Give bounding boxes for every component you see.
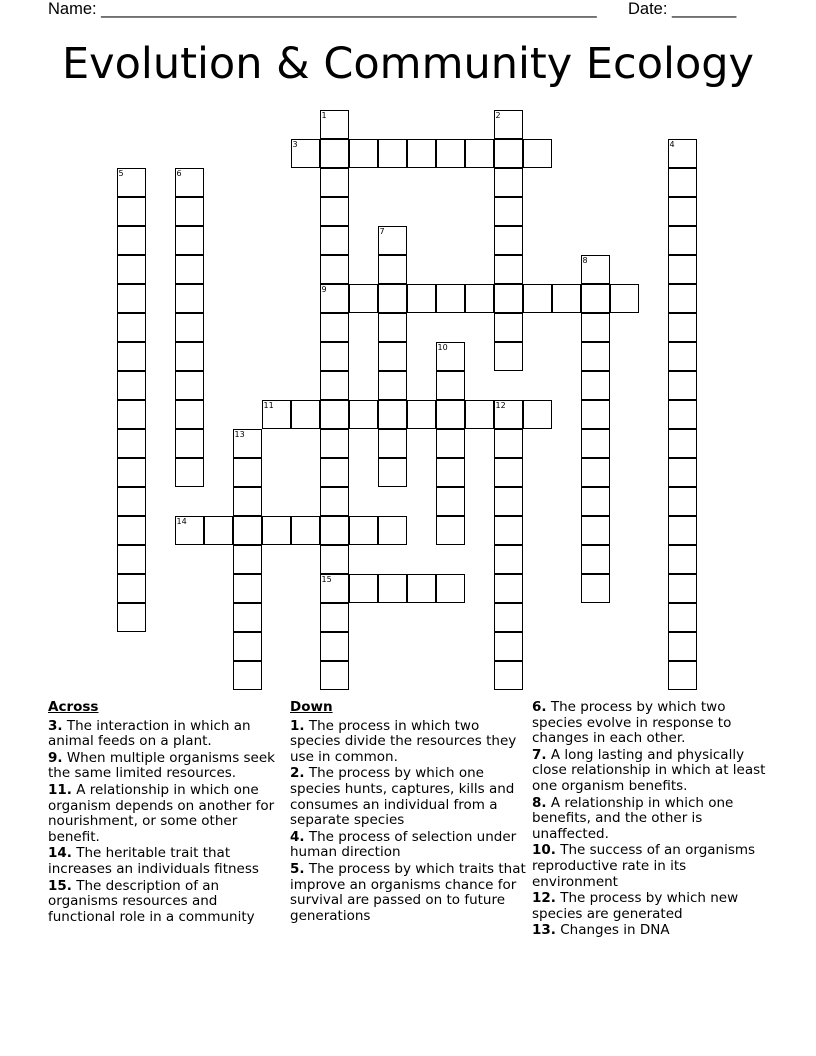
- clue-number: 5: [118, 168, 124, 178]
- grid-cell[interactable]: [465, 284, 494, 313]
- grid-cell[interactable]: [436, 139, 465, 168]
- grid-cell[interactable]: [378, 342, 407, 371]
- grid-cell[interactable]: [320, 313, 349, 342]
- grid-cell[interactable]: [378, 371, 407, 400]
- grid-cell[interactable]: [233, 545, 262, 574]
- grid-cell[interactable]: [233, 487, 262, 516]
- grid-cell[interactable]: [494, 661, 523, 690]
- grid-cell[interactable]: [320, 342, 349, 371]
- grid-cell[interactable]: [233, 516, 262, 545]
- grid-cell[interactable]: [581, 429, 610, 458]
- grid-cell[interactable]: [175, 371, 204, 400]
- grid-cell[interactable]: [378, 226, 407, 255]
- down-heading: Down: [290, 699, 333, 715]
- grid-cell[interactable]: [407, 574, 436, 603]
- grid-cell[interactable]: [494, 313, 523, 342]
- clue-item: [532, 923, 772, 939]
- grid-cell[interactable]: [668, 371, 697, 400]
- grid-cell[interactable]: [320, 429, 349, 458]
- grid-cell[interactable]: [581, 313, 610, 342]
- grid-cell[interactable]: [494, 284, 523, 313]
- clue-number: 7.: [532, 746, 547, 763]
- grid-cell[interactable]: [668, 632, 697, 661]
- grid-cell[interactable]: [668, 342, 697, 371]
- grid-cell[interactable]: [320, 284, 349, 313]
- clue-text: A relationship in which one benefits, and the other is unaffected.: [532, 794, 734, 842]
- grid-cell[interactable]: [523, 400, 552, 429]
- grid-cell[interactable]: [581, 284, 610, 313]
- clue-number: 8: [582, 255, 588, 265]
- across-heading: Across: [48, 699, 99, 715]
- grid-cell[interactable]: [233, 661, 262, 690]
- grid-cell[interactable]: [552, 284, 581, 313]
- grid-cell[interactable]: [668, 284, 697, 313]
- grid-cell[interactable]: [668, 545, 697, 574]
- clue-number: 3: [292, 139, 298, 149]
- grid-cell[interactable]: [436, 342, 465, 371]
- grid-cell[interactable]: [668, 574, 697, 603]
- clue-text: The process in which two species divide the resources they use in common.: [290, 717, 517, 765]
- grid-cell[interactable]: [175, 168, 204, 197]
- grid-cell[interactable]: [581, 255, 610, 284]
- page-title: Evolution & Community Ecology: [61, 39, 754, 89]
- grid-cell[interactable]: [117, 284, 146, 313]
- grid-cell[interactable]: [668, 661, 697, 690]
- grid-cell[interactable]: [378, 458, 407, 487]
- clue-number: 11: [263, 400, 274, 410]
- clue-number: 13.: [532, 922, 556, 939]
- clue-number: 6: [176, 168, 182, 178]
- grid-cell[interactable]: [320, 603, 349, 632]
- grid-cell[interactable]: [436, 371, 465, 400]
- grid-cell[interactable]: [494, 487, 523, 516]
- grid-cell[interactable]: [320, 516, 349, 545]
- grid-cell[interactable]: [523, 284, 552, 313]
- grid-cell[interactable]: [320, 458, 349, 487]
- clue-number: 13: [234, 429, 245, 439]
- grid-cell[interactable]: [291, 400, 320, 429]
- clue-number: 9: [321, 284, 327, 294]
- grid-cell[interactable]: [349, 284, 378, 313]
- grid-cell[interactable]: [233, 574, 262, 603]
- grid-cell[interactable]: [291, 516, 320, 545]
- clue-number: 14.: [48, 845, 72, 862]
- clue-number: 9.: [48, 749, 63, 766]
- grid-cell[interactable]: [320, 545, 349, 574]
- clue-number: 1: [321, 110, 327, 120]
- grid-cell[interactable]: [668, 197, 697, 226]
- clue-number: 2.: [290, 765, 305, 782]
- grid-cell[interactable]: [175, 458, 204, 487]
- clue-item: [532, 796, 772, 843]
- grid-cell[interactable]: [465, 400, 494, 429]
- grid-cell[interactable]: [378, 284, 407, 313]
- grid-cell[interactable]: [494, 197, 523, 226]
- grid-cell[interactable]: [668, 139, 697, 168]
- grid-cell[interactable]: [494, 168, 523, 197]
- grid-cell[interactable]: [436, 516, 465, 545]
- grid-cell[interactable]: [117, 197, 146, 226]
- clue-number: 15.: [48, 877, 72, 894]
- grid-cell[interactable]: [581, 371, 610, 400]
- clue-number: 11.: [48, 781, 72, 798]
- grid-cell[interactable]: [233, 458, 262, 487]
- clue-number: 12.: [532, 890, 556, 907]
- date-field-label[interactable]: Date: _______: [628, 0, 737, 18]
- grid-cell[interactable]: [668, 603, 697, 632]
- grid-cell[interactable]: [117, 313, 146, 342]
- grid-cell[interactable]: [581, 516, 610, 545]
- grid-cell[interactable]: [581, 458, 610, 487]
- grid-cell[interactable]: [494, 110, 523, 139]
- grid-cell[interactable]: [668, 226, 697, 255]
- grid-cell[interactable]: [494, 516, 523, 545]
- clue-number: 14: [176, 516, 187, 526]
- grid-cell[interactable]: [581, 487, 610, 516]
- grid-cell[interactable]: [175, 284, 204, 313]
- grid-cell[interactable]: [668, 516, 697, 545]
- grid-cell[interactable]: [320, 139, 349, 168]
- clue-text: The heritable trait that increases an individuals fitness: [48, 845, 259, 877]
- down-clues: [290, 700, 526, 925]
- clue-number: 10: [437, 342, 448, 352]
- grid-cell[interactable]: [175, 313, 204, 342]
- clue-text: When multiple organisms seek the same limited resources.: [48, 749, 275, 782]
- grid-cell[interactable]: [175, 226, 204, 255]
- grid-cell[interactable]: [436, 400, 465, 429]
- grid-cell[interactable]: [494, 400, 523, 429]
- grid-cell[interactable]: [233, 603, 262, 632]
- clue-item: [290, 830, 526, 861]
- grid-cell[interactable]: [378, 313, 407, 342]
- name-field-label[interactable]: Name: ______________________________________________________: [48, 0, 597, 18]
- grid-cell[interactable]: [494, 545, 523, 574]
- clue-number: 4: [669, 139, 675, 149]
- clue-text: A long lasting and physically close relationship in which at least one organism benefits.: [532, 746, 766, 794]
- grid-cell[interactable]: [291, 139, 320, 168]
- grid-cell[interactable]: [349, 516, 378, 545]
- grid-cell[interactable]: [668, 168, 697, 197]
- clue-item: [290, 766, 526, 828]
- grid-cell[interactable]: [320, 255, 349, 284]
- grid-cell[interactable]: [581, 400, 610, 429]
- grid-cell[interactable]: [610, 284, 639, 313]
- grid-cell[interactable]: [349, 139, 378, 168]
- grid-cell[interactable]: [175, 197, 204, 226]
- grid-cell[interactable]: [175, 429, 204, 458]
- clue-item: [290, 862, 526, 924]
- clue-number: 3.: [48, 717, 63, 734]
- clue-number: 15: [321, 574, 332, 584]
- clue-number: 6.: [532, 699, 547, 715]
- grid-cell[interactable]: [117, 255, 146, 284]
- grid-cell[interactable]: [233, 429, 262, 458]
- grid-cell[interactable]: [494, 603, 523, 632]
- clue-text: The description of an organisms resources and functional role in a community: [48, 877, 255, 925]
- grid-cell[interactable]: [320, 632, 349, 661]
- grid-cell[interactable]: [378, 516, 407, 545]
- grid-cell[interactable]: [320, 168, 349, 197]
- grid-cell[interactable]: [233, 632, 262, 661]
- clue-number: 8.: [532, 794, 547, 811]
- clue-text: The process by which traits that improve an organisms chance for survival are passed on to future generations: [290, 860, 526, 924]
- grid-cell[interactable]: [581, 545, 610, 574]
- grid-cell[interactable]: [117, 516, 146, 545]
- grid-cell[interactable]: [436, 487, 465, 516]
- clue-text: The process by which two species evolve in response to changes in each other.: [532, 699, 732, 747]
- clue-number: 4.: [290, 828, 305, 845]
- clue-text: Changes in DNA: [555, 922, 670, 939]
- grid-cell[interactable]: [494, 226, 523, 255]
- clue-item: [532, 748, 772, 795]
- clue-item: [532, 700, 772, 747]
- grid-cell[interactable]: [494, 632, 523, 661]
- grid-cell[interactable]: [378, 574, 407, 603]
- clue-item: [532, 891, 772, 922]
- grid-cell[interactable]: [436, 284, 465, 313]
- grid-cell[interactable]: [117, 226, 146, 255]
- grid-cell[interactable]: [668, 400, 697, 429]
- grid-cell[interactable]: [668, 458, 697, 487]
- grid-cell[interactable]: [175, 255, 204, 284]
- clue-text: The process by which new species are generated: [532, 890, 739, 922]
- grid-cell[interactable]: [378, 429, 407, 458]
- grid-cell[interactable]: [117, 400, 146, 429]
- grid-cell[interactable]: [523, 139, 552, 168]
- grid-cell[interactable]: [117, 342, 146, 371]
- grid-cell[interactable]: [494, 429, 523, 458]
- grid-cell[interactable]: [320, 400, 349, 429]
- clue-item: [48, 783, 280, 845]
- grid-cell[interactable]: [436, 574, 465, 603]
- grid-cell[interactable]: [668, 487, 697, 516]
- grid-cell[interactable]: [581, 342, 610, 371]
- grid-cell[interactable]: [494, 342, 523, 371]
- grid-cell[interactable]: [378, 139, 407, 168]
- grid-cell[interactable]: [494, 458, 523, 487]
- grid-cell[interactable]: [465, 139, 494, 168]
- clue-number: 1.: [290, 717, 305, 734]
- grid-cell[interactable]: [320, 197, 349, 226]
- grid-cell[interactable]: [175, 516, 204, 545]
- grid-cell[interactable]: [668, 429, 697, 458]
- grid-cell[interactable]: [117, 429, 146, 458]
- grid-cell[interactable]: [320, 661, 349, 690]
- clue-number: 12: [495, 400, 506, 410]
- grid-cell[interactable]: [668, 255, 697, 284]
- clue-item: [48, 751, 280, 782]
- grid-cell[interactable]: [407, 400, 436, 429]
- grid-cell[interactable]: [320, 110, 349, 139]
- grid-cell[interactable]: [117, 371, 146, 400]
- clue-text: The interaction in which an animal feeds on a plant.: [48, 717, 251, 750]
- grid-cell[interactable]: [436, 429, 465, 458]
- grid-cell[interactable]: [378, 255, 407, 284]
- grid-cell[interactable]: [117, 487, 146, 516]
- grid-cell[interactable]: [494, 574, 523, 603]
- clue-text: The process by which one species hunts, captures, kills and consumes an individual from a separate species: [290, 765, 515, 829]
- grid-cell[interactable]: [320, 226, 349, 255]
- grid-cell[interactable]: [320, 487, 349, 516]
- clue-number: 10.: [532, 842, 556, 859]
- grid-cell[interactable]: [349, 400, 378, 429]
- clue-text: The success of an organisms reproductive rate in its environment: [532, 842, 756, 890]
- grid-cell[interactable]: [117, 574, 146, 603]
- grid-cell[interactable]: [117, 168, 146, 197]
- clue-text: A relationship in which one organism depends on another for nourishment, or some other benefit.: [48, 781, 275, 845]
- clue-number: 2: [495, 110, 501, 120]
- clue-item: [290, 719, 526, 766]
- down-clues-continued: [532, 700, 772, 940]
- clue-item: [48, 719, 280, 750]
- grid-cell[interactable]: [262, 400, 291, 429]
- grid-cell[interactable]: [668, 313, 697, 342]
- clue-number: 7: [379, 226, 385, 236]
- grid-cell[interactable]: [204, 516, 233, 545]
- grid-cell[interactable]: [407, 139, 436, 168]
- grid-cell[interactable]: [320, 574, 349, 603]
- grid-cell[interactable]: [117, 545, 146, 574]
- grid-cell[interactable]: [175, 400, 204, 429]
- grid-cell[interactable]: [436, 458, 465, 487]
- grid-cell[interactable]: [117, 458, 146, 487]
- across-clues: [48, 700, 280, 926]
- grid-cell[interactable]: [494, 139, 523, 168]
- grid-cell[interactable]: [117, 603, 146, 632]
- grid-cell[interactable]: [378, 400, 407, 429]
- clue-text: The process of selection under human direction: [290, 828, 517, 861]
- grid-cell[interactable]: [581, 574, 610, 603]
- grid-cell[interactable]: [349, 574, 378, 603]
- grid-cell[interactable]: [320, 371, 349, 400]
- grid-cell[interactable]: [407, 284, 436, 313]
- clue-number: 5.: [290, 860, 305, 877]
- clue-item: [48, 846, 280, 877]
- grid-cell[interactable]: [494, 255, 523, 284]
- grid-cell[interactable]: [262, 516, 291, 545]
- grid-cell[interactable]: [175, 342, 204, 371]
- clue-item: [48, 879, 280, 926]
- clue-item: [532, 843, 772, 890]
